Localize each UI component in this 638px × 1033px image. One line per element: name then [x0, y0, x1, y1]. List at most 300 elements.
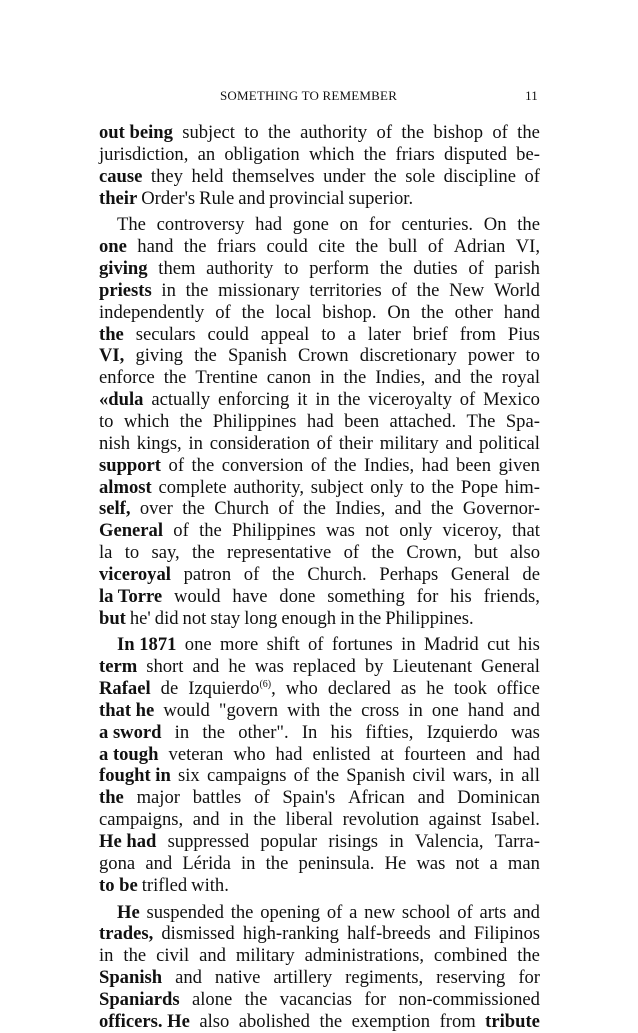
text-line: [99, 989, 540, 1011]
word: fifties,: [365, 721, 414, 743]
word: bishop: [433, 122, 483, 143]
word: and: [438, 923, 466, 945]
word: not: [365, 520, 389, 542]
word: He: [384, 852, 407, 874]
word: self,: [99, 498, 131, 520]
text-line: [99, 902, 540, 924]
word: only: [399, 520, 433, 542]
word: the: [99, 323, 124, 345]
word: "govern: [218, 699, 279, 721]
word: short: [146, 656, 184, 678]
word: appeal: [260, 323, 310, 345]
word: had: [421, 454, 449, 476]
word: of: [278, 498, 294, 520]
word: of: [457, 901, 473, 923]
word: a: [347, 323, 356, 345]
word: actually: [151, 389, 211, 411]
word: of: [391, 279, 407, 301]
text-line: [99, 520, 540, 542]
word: which: [123, 410, 170, 432]
word: parish: [494, 258, 540, 280]
word: the: [271, 563, 295, 585]
word: Spanish: [346, 765, 406, 787]
word: royal: [501, 367, 540, 389]
word: not: [182, 607, 207, 629]
text-line: [99, 144, 540, 166]
word: in: [320, 367, 335, 389]
word: office: [496, 678, 540, 700]
text-line: [99, 302, 540, 324]
text-line: [99, 744, 540, 766]
word: of: [173, 520, 189, 542]
text-line: [99, 678, 540, 700]
text-line: [99, 258, 540, 280]
word: New: [449, 279, 485, 301]
text-line: [99, 411, 540, 433]
word: held: [191, 165, 224, 187]
text-line: [99, 634, 540, 656]
word: In 1871: [117, 634, 177, 656]
word: that: [512, 520, 540, 542]
word: six: [178, 765, 200, 787]
word: civil: [156, 945, 190, 967]
word: in: [229, 809, 244, 831]
word: fortunes: [331, 634, 393, 656]
word: kings,: [136, 432, 182, 454]
text-line: [99, 853, 540, 875]
word: him-: [504, 476, 540, 498]
word: and: [434, 367, 462, 389]
word: declared: [327, 678, 391, 700]
word: Lérida: [182, 852, 231, 874]
word: took: [453, 678, 487, 700]
word: the: [517, 122, 540, 143]
word: replaced: [292, 656, 356, 678]
word: Perhaps: [379, 563, 439, 585]
text-line: [99, 498, 540, 520]
word: he': [129, 607, 151, 629]
word: would: [174, 585, 221, 607]
paragraph: [99, 634, 540, 896]
word: la Torre: [99, 585, 163, 607]
word: combined: [433, 945, 508, 967]
word: the: [182, 498, 205, 520]
word: a: [489, 852, 498, 874]
word: them: [158, 258, 196, 280]
text-line: [99, 700, 540, 722]
word: a: [349, 901, 358, 923]
word: the: [371, 542, 395, 564]
page-number: 11: [525, 88, 538, 103]
word: military: [235, 945, 295, 967]
text-line: [99, 389, 540, 411]
word: the: [179, 410, 203, 432]
word: hand: [503, 301, 540, 323]
word: African: [348, 787, 405, 809]
word: World: [493, 279, 540, 301]
word: the: [333, 454, 357, 476]
word: Mexico: [483, 389, 540, 411]
word: for: [416, 585, 439, 607]
word: was: [326, 520, 355, 542]
word: trades,: [99, 923, 154, 945]
word: gona: [99, 852, 136, 874]
word: risings: [328, 831, 378, 852]
word: of: [427, 236, 444, 258]
word: cut: [487, 634, 510, 656]
word: of: [326, 901, 343, 923]
text-line: [99, 967, 540, 989]
word: Pius: [507, 323, 540, 345]
word: popular: [260, 831, 318, 852]
word: non-commissioned: [398, 988, 540, 1010]
word: the: [183, 236, 207, 258]
word: in: [389, 831, 404, 852]
word: vacancias: [279, 988, 352, 1010]
word: his: [518, 634, 540, 656]
word: and: [192, 656, 220, 678]
word: to: [244, 122, 259, 143]
word: On: [483, 214, 507, 236]
word: on: [339, 214, 359, 236]
word: cross: [361, 699, 400, 721]
word: giving: [99, 258, 148, 280]
word: who: [285, 678, 318, 700]
word: enlisted: [312, 743, 371, 765]
word: from: [459, 323, 496, 345]
word: more: [220, 634, 259, 656]
word: Indies,: [364, 454, 415, 476]
word: liberal: [285, 809, 334, 831]
word: one: [431, 699, 459, 721]
word: had: [513, 743, 540, 765]
word: attached.: [389, 410, 457, 432]
word: the: [316, 765, 340, 787]
word: their: [338, 432, 373, 454]
word: conversion: [221, 454, 304, 476]
word: bishop.: [322, 301, 377, 323]
word: new: [364, 901, 396, 923]
paragraph: [99, 214, 540, 629]
word: military: [379, 432, 439, 454]
word: school: [401, 901, 451, 923]
paragraph: [99, 902, 540, 1033]
word: from: [439, 1010, 476, 1032]
word: the: [185, 279, 209, 301]
word: been: [344, 410, 380, 432]
word: Spaniards: [99, 988, 180, 1010]
text-line: [99, 477, 540, 499]
word: to: [99, 410, 114, 432]
word: to be: [99, 874, 138, 896]
word: in: [174, 721, 190, 743]
text-line: [99, 236, 540, 258]
word: obligation: [224, 143, 300, 165]
word: not: [455, 852, 480, 874]
text-line: [99, 945, 540, 967]
word: the: [379, 258, 403, 280]
word: local: [275, 301, 312, 323]
word: Izquierdo: [426, 721, 498, 743]
word: he: [426, 678, 444, 700]
word: in: [340, 607, 355, 629]
word: centuries.: [401, 214, 474, 236]
word: hand: [137, 236, 174, 258]
word: patron: [183, 563, 232, 585]
word: friars: [216, 236, 257, 258]
word: provincial: [269, 187, 345, 209]
word: representative: [227, 542, 332, 564]
word: exemption: [351, 1010, 431, 1032]
word: but: [473, 542, 498, 564]
word: viceroy,: [442, 520, 502, 542]
word: for: [368, 214, 391, 236]
word: discipline: [443, 165, 516, 187]
word: that he: [99, 699, 155, 721]
word: subject: [182, 122, 235, 143]
text-line: [99, 542, 540, 564]
word: the: [430, 498, 454, 520]
footnote-marker: (6): [259, 678, 272, 690]
word: the: [343, 367, 367, 389]
body-text: [99, 122, 540, 1033]
word: out being: [99, 122, 173, 143]
word: a tough: [99, 743, 159, 765]
word: other: [454, 301, 493, 323]
running-title: SOMETHING TO REMEMBER: [220, 88, 398, 103]
word: which: [308, 143, 355, 165]
word: had: [306, 410, 334, 432]
word: high-ranking: [242, 923, 339, 945]
word: to: [525, 345, 540, 367]
word: the: [416, 279, 440, 301]
word: Rafael: [99, 678, 151, 700]
word: of: [254, 787, 270, 809]
word: something: [327, 585, 405, 607]
word: the: [244, 988, 268, 1010]
word: the: [199, 520, 222, 542]
word: Pope: [460, 476, 498, 498]
word: officers. He: [99, 1010, 190, 1032]
word: long: [244, 607, 278, 629]
word: and: [417, 787, 445, 809]
word: and: [445, 432, 473, 454]
word: be-: [516, 143, 540, 165]
word: administrations,: [304, 945, 424, 967]
word: they: [150, 165, 183, 187]
word: his: [450, 585, 472, 607]
word: giving: [135, 345, 183, 367]
word: to: [284, 258, 299, 280]
word: reserving: [436, 967, 506, 989]
word: Philippines.: [385, 607, 474, 629]
word: for: [518, 967, 540, 989]
word: VI,: [515, 236, 540, 258]
word: Spanish: [99, 967, 163, 989]
word: revolution: [342, 809, 420, 831]
word: suppressed: [167, 831, 250, 852]
word: the: [358, 607, 382, 629]
word: was: [254, 656, 284, 678]
word: The: [466, 410, 496, 432]
word: the: [265, 852, 289, 874]
word: «dula: [99, 389, 144, 411]
word: later: [367, 323, 401, 345]
word: also: [510, 542, 540, 564]
word: power: [467, 345, 515, 367]
word: the: [431, 476, 455, 498]
word: Crown: [297, 345, 349, 367]
word: missionary: [218, 279, 300, 301]
word: support: [99, 454, 162, 476]
word: of: [492, 122, 508, 143]
word: controversy: [156, 214, 245, 236]
word: cite: [318, 236, 346, 258]
word: enforce: [99, 367, 155, 389]
word: suspended: [146, 901, 224, 923]
word: done: [279, 585, 316, 607]
word: authority: [206, 258, 274, 280]
text-line: [99, 875, 540, 897]
word: could: [207, 323, 249, 345]
word: in: [315, 389, 330, 411]
word: opening: [260, 901, 321, 923]
word: and: [394, 498, 422, 520]
word: the: [355, 236, 379, 258]
word: General: [450, 563, 510, 585]
word: it: [297, 389, 308, 411]
word: the: [194, 345, 217, 367]
word: the: [99, 787, 124, 809]
word: half-breeds: [347, 923, 431, 945]
word: and: [238, 187, 266, 209]
word: Crown,: [406, 542, 462, 564]
word: On: [387, 301, 411, 323]
word: wars,: [452, 765, 493, 787]
word: over: [139, 498, 173, 520]
word: the: [319, 1010, 343, 1032]
word: Valencia,: [414, 831, 484, 852]
word: the: [517, 214, 540, 236]
word: with: [287, 699, 321, 721]
word: Spain's: [282, 787, 336, 809]
word: term: [99, 656, 138, 678]
word: of: [459, 389, 476, 411]
word: artillery: [273, 967, 333, 989]
word: abolished: [238, 1010, 310, 1032]
word: a sword: [99, 721, 162, 743]
word: had: [275, 743, 303, 765]
text-line: [99, 122, 540, 144]
word: battles: [192, 787, 242, 809]
word: brief: [412, 323, 448, 345]
word: the: [191, 454, 215, 476]
word: the: [241, 301, 265, 323]
word: all: [521, 765, 540, 787]
word: enough: [281, 607, 337, 629]
word: had: [255, 214, 282, 236]
word: fourteen: [404, 743, 466, 765]
word: native: [214, 967, 261, 989]
word: of: [310, 454, 327, 476]
word: in: [161, 279, 176, 301]
word: of: [316, 432, 333, 454]
word: of: [215, 301, 231, 323]
word: of: [293, 765, 310, 787]
text-line: [99, 586, 540, 608]
word: hand: [467, 699, 504, 721]
word: Spa-: [505, 410, 540, 432]
word: cause: [99, 165, 143, 187]
word: the: [470, 367, 493, 389]
word: one: [99, 236, 127, 258]
word: in: [401, 634, 416, 656]
word: their: [99, 187, 138, 209]
word: campaigns: [206, 765, 287, 787]
word: and: [513, 699, 540, 721]
word: political: [479, 432, 540, 454]
word: the: [202, 721, 226, 743]
text-line: [99, 214, 540, 236]
word: de: [160, 678, 179, 700]
word: seculars: [135, 323, 196, 345]
word: disputed: [443, 143, 507, 165]
word: friends,: [483, 585, 540, 607]
word: Church.: [307, 563, 367, 585]
word: of: [308, 634, 324, 656]
word: Isabel.: [490, 809, 540, 831]
word: authority,: [233, 476, 304, 498]
word: been: [456, 454, 492, 476]
word: given: [498, 454, 540, 476]
word: did: [154, 607, 179, 629]
word: of: [376, 122, 393, 143]
word: superior.: [348, 187, 414, 209]
word: to: [321, 323, 336, 345]
word: authority: [300, 122, 368, 143]
word: of: [468, 258, 484, 280]
word: Dominican: [457, 787, 540, 809]
word: in: [188, 432, 203, 454]
word: Indies,: [375, 367, 426, 389]
word: an: [197, 143, 216, 165]
word: duties: [413, 258, 458, 280]
word: who: [233, 743, 266, 765]
word: Order's: [141, 187, 196, 209]
text-line: [99, 765, 540, 787]
word: to: [124, 542, 140, 564]
word: could: [266, 236, 308, 258]
text-line: [99, 280, 540, 302]
word: man: [507, 852, 540, 874]
word: priests: [99, 279, 152, 301]
word: and: [145, 852, 173, 874]
word: only: [370, 476, 404, 498]
word: by: [364, 656, 384, 678]
word: major: [136, 787, 180, 809]
word: General: [481, 656, 540, 678]
text-line: [99, 831, 540, 853]
word: fought in: [99, 765, 171, 787]
word: nish: [99, 432, 130, 454]
text-line: [99, 166, 540, 188]
word: the: [230, 901, 254, 923]
word: and: [513, 901, 540, 923]
word: and: [476, 743, 503, 765]
word: the: [337, 389, 361, 411]
word: at: [380, 743, 394, 765]
word: would: [163, 699, 210, 721]
